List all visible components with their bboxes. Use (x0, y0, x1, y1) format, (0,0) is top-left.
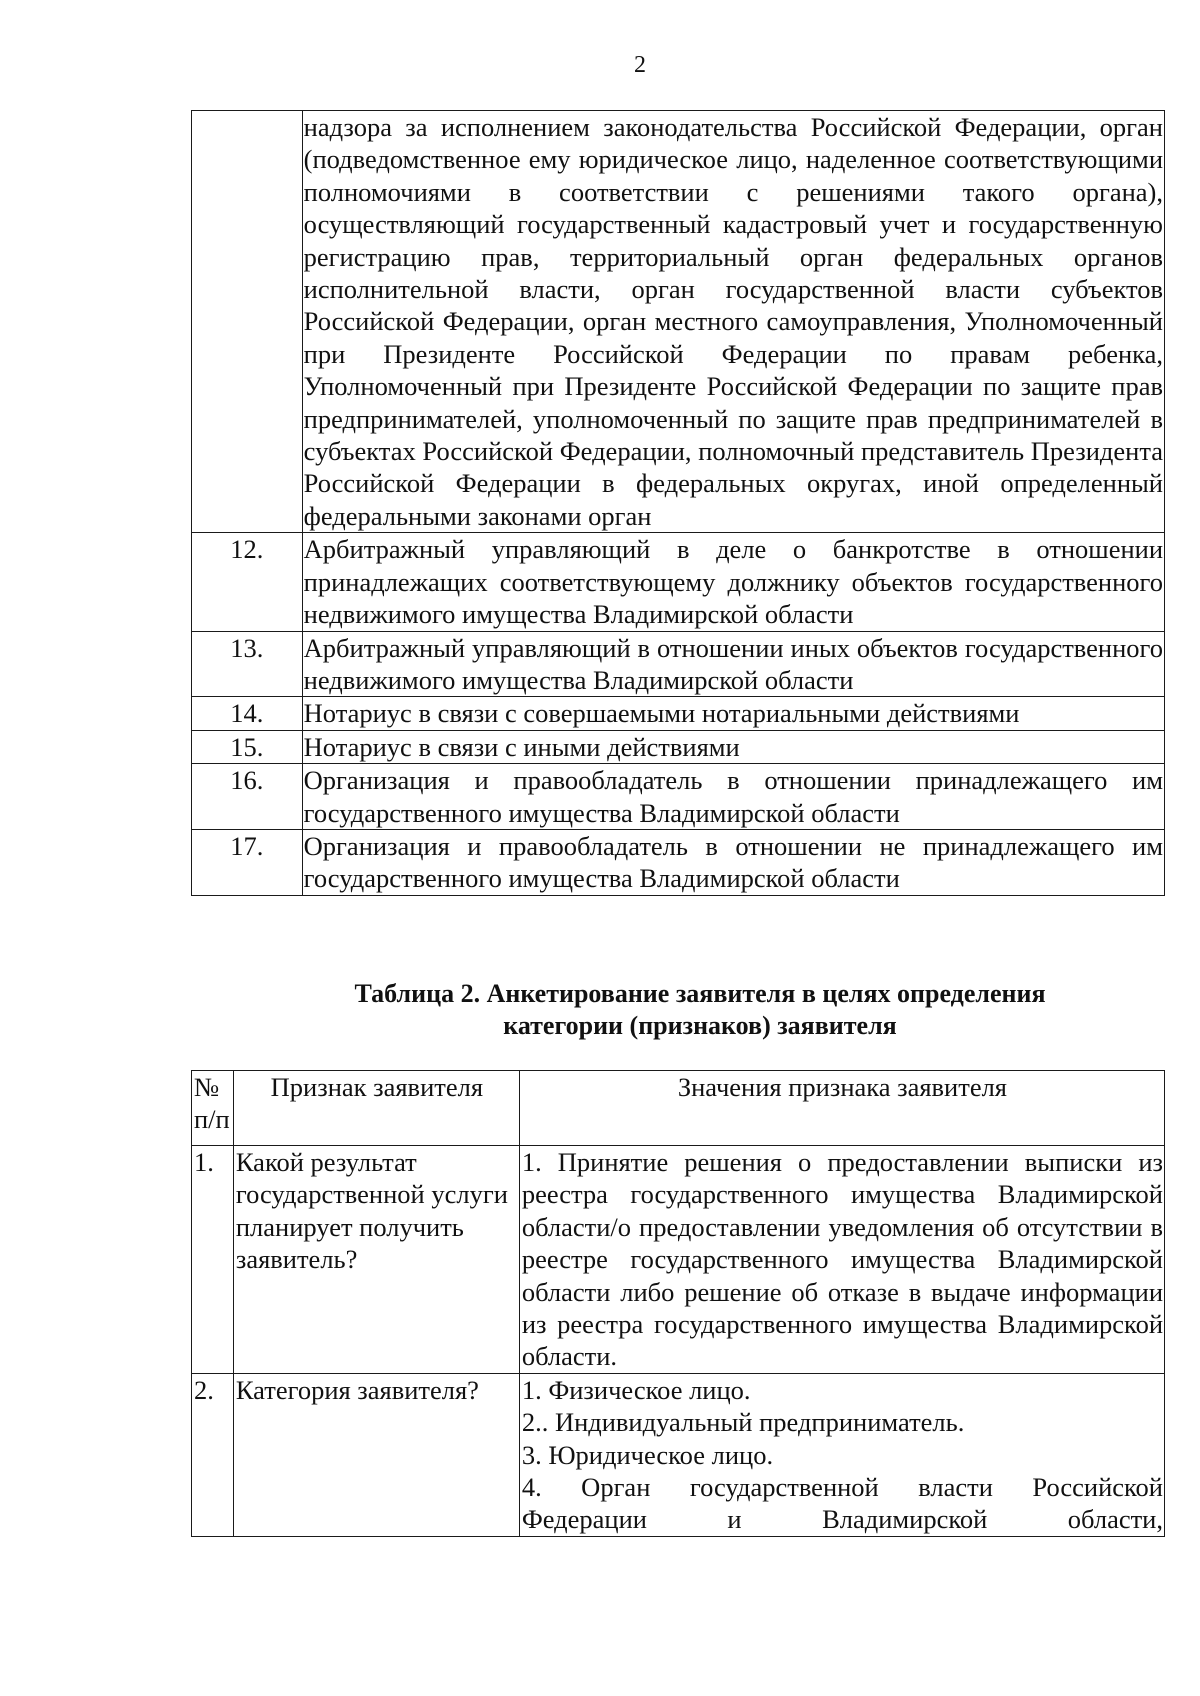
table2-caption (200, 978, 1200, 1042)
row-values (519, 1373, 1164, 1536)
row-number: 2. (192, 1373, 234, 1536)
row-number: 1. (192, 1146, 234, 1374)
header-number: № п/п (192, 1071, 234, 1146)
table-row (192, 697, 1165, 730)
table-row (192, 1373, 1165, 1536)
value-item: 3. Юридическое лицо. (521, 1439, 774, 1470)
row-text: Организация и правообладатель в отношении принадлежащего им государственного имущества Владимирской области (303, 765, 1163, 828)
row-number: 13. (192, 631, 303, 697)
value-item: 4. Орган государственной власти Российской Федерации и Владимирской области, (521, 1472, 1163, 1535)
row-text: Нотариус в связи с иными действиями (302, 730, 1164, 763)
table-row (192, 764, 1165, 830)
applicant-survey-table (191, 1070, 1165, 1537)
value-item: 1. Принятие решения о предоставлении выписки из реестра государственного имущества Владимирской области/о предоставлении уведомления об отсутствии в реестре государственного имущества Владимирской области либо решение об отказе в выдаче информации из реестра государственного имущества Владимирской области. (521, 1147, 1163, 1372)
table2-caption-line2: категории (признаков) заявителя (503, 1011, 897, 1040)
row-text: Арбитражный управляющий в отношении иных объектов государственного недвижимого имущества Владимирской области (303, 632, 1163, 695)
row-values (519, 1146, 1164, 1374)
table-row (192, 631, 1165, 697)
value-item: 1. Физическое лицо. (521, 1374, 751, 1405)
row-number: 17. (192, 829, 303, 895)
header-values: Значения признака заявителя (519, 1071, 1164, 1146)
row-feature: Какой результат государственной услуги планирует получить заявитель? (233, 1146, 519, 1374)
row-text: Организация и правообладатель в отношении не принадлежащего им государственного имущества Владимирской области (303, 830, 1163, 894)
row-number: 15. (192, 730, 303, 763)
row-text: Нотариус в связи с совершаемыми нотариальными действиями (302, 697, 1164, 730)
row-number: 12. (192, 533, 303, 631)
table-row (192, 730, 1165, 763)
row-number: 14. (192, 697, 303, 730)
page-number: 2 (634, 52, 646, 78)
table-row (192, 533, 1165, 631)
row-text: Арбитражный управляющий в деле о банкротстве в отношении принадлежащих соответствующему должнику объектов государственного недвижимого имущества Владимирской области (303, 534, 1163, 630)
value-item: 2.. Индивидуальный предприниматель. (521, 1407, 965, 1438)
table2-caption-line1: Таблица 2. Анкетирование заявителя в целях определения (354, 979, 1046, 1008)
table-row (192, 829, 1165, 895)
row-feature: Категория заявителя? (233, 1373, 519, 1536)
applicant-categories-table-continued (191, 110, 1165, 896)
row-number: 16. (192, 764, 303, 830)
table-row (192, 1146, 1165, 1374)
table-row (192, 111, 1165, 533)
row-number (192, 111, 303, 533)
header-feature: Признак заявителя (233, 1071, 519, 1146)
table-header-row (192, 1071, 1165, 1146)
row-text: надзора за исполнением законодательства Российской Федерации, орган (подведомственное ему юридическое лицо, наделенное соответствующими полномочиями в соответствии с решениями такого органа), осуществляющий государственный кадастровый учет и государственную регистрацию прав, территориальный орган федеральных органов исполнительной власти, орган государственной власти субъектов Российской Федерации, орган местного самоуправления, Уполномоченный при Президенте Российской Федерации по правам ребенка, Уполномоченный при Президенте Российской Федерации по защите прав предпринимателей, уполномоченный по защите прав предпринимателей в субъектах Российской Федерации, полномочный представитель Президента Российской Федерации в федеральных округах, иной определенный федеральными законами орган (303, 112, 1163, 531)
